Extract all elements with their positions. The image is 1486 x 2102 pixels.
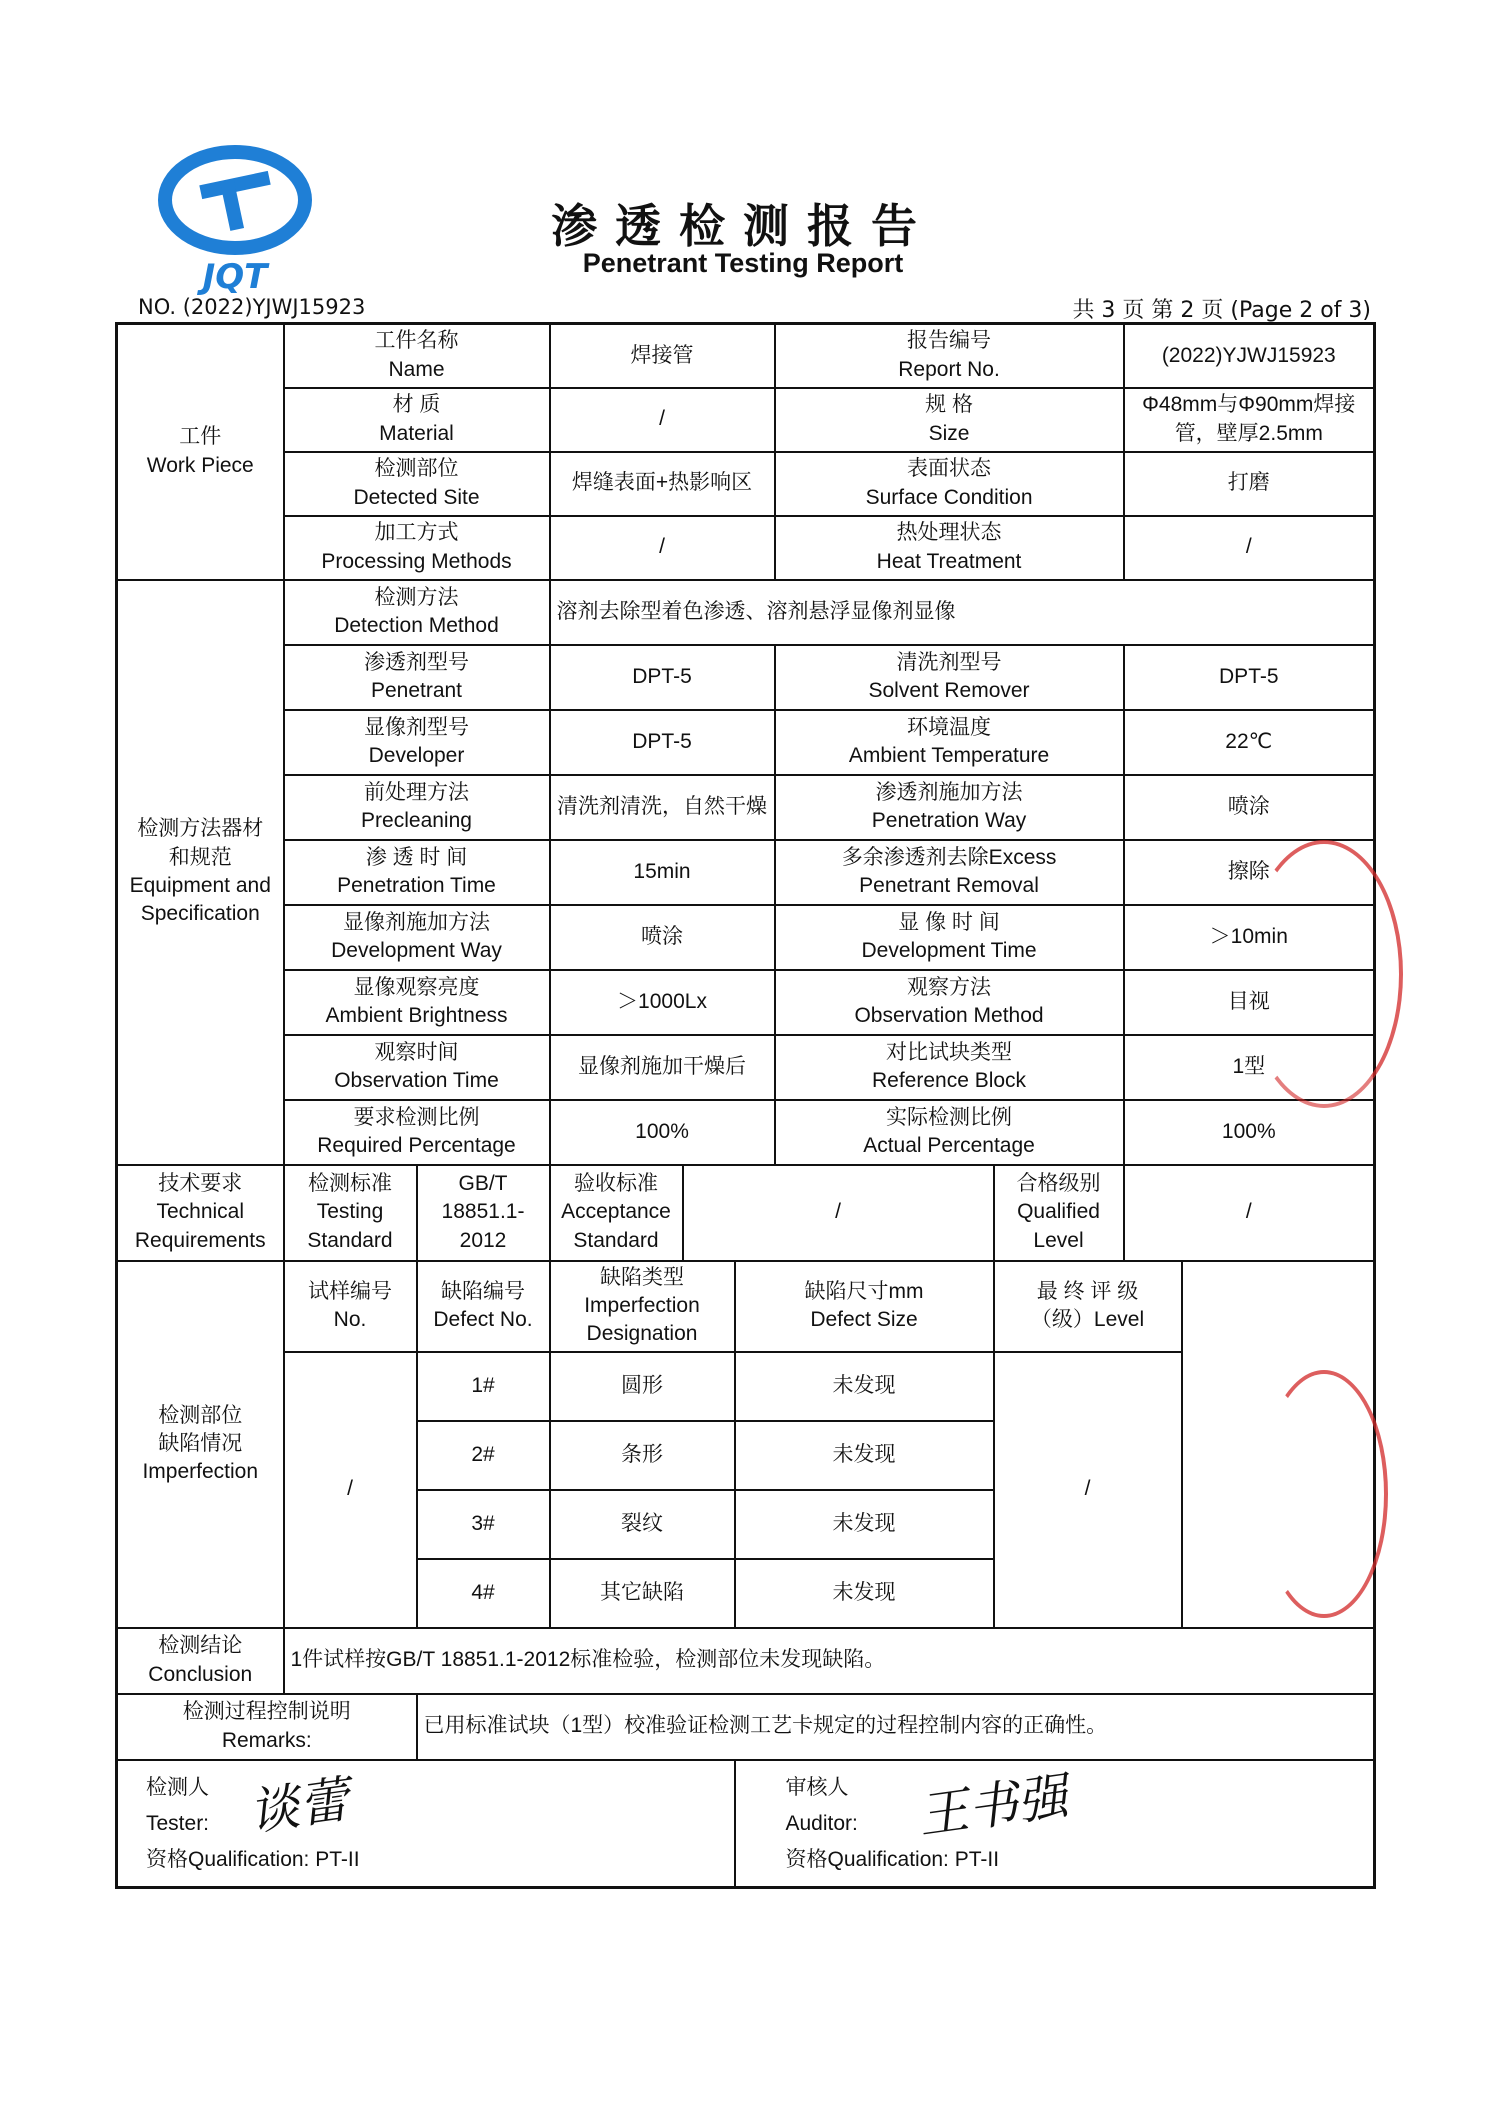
cell-text-line: 规 格 <box>925 393 973 417</box>
cell-text-line: 检测方法器材 <box>137 817 264 841</box>
field-value: 100% <box>1124 1100 1375 1165</box>
cell-text-line: Developer <box>368 744 465 767</box>
cell-text-line: Surface Condition <box>865 485 1033 509</box>
cell-text-line: 缺陷编号 <box>441 1279 525 1303</box>
field-label <box>775 840 1124 905</box>
field-value: / <box>550 388 775 452</box>
cell-text-line: 工件 <box>179 425 222 449</box>
field-label <box>775 710 1124 775</box>
work-piece-row <box>117 324 1375 388</box>
tester-qualification: 资格Qualification: PT-II <box>146 1848 360 1872</box>
cell-text-line: 多余渗透剂去除Excess <box>841 845 1057 869</box>
field-value: ＞10min <box>1124 905 1375 970</box>
cell-text-line: Heat Treatment <box>876 549 1022 573</box>
page-indicator: 共 3 页 第 2 页 (Page 2 of 3) <box>1072 298 1371 323</box>
field-value: DPT-5 <box>550 710 775 775</box>
cell-text-line: Defect Size <box>810 1308 918 1332</box>
field-label <box>775 645 1124 710</box>
cell-text-line: 材 质 <box>392 393 441 417</box>
field-label <box>284 516 550 580</box>
field-value: (2022)YJWJ15923 <box>1124 324 1375 388</box>
cell-text-line: 实际检测比例 <box>886 1105 1013 1129</box>
cell-text-line: 显像剂型号 <box>364 715 469 739</box>
field-label <box>284 580 550 645</box>
conclusion-label <box>117 1628 284 1694</box>
col-header <box>284 1261 417 1352</box>
official-stamp-2 <box>1260 1370 1388 1618</box>
conclusion-value: 1件试样按GB/T 18851.1-2012标准检验，检测部位未发现缺陷。 <box>284 1628 1375 1694</box>
cell-text-line: 缺陷尺寸mm <box>804 1279 924 1303</box>
field-label <box>284 1100 550 1165</box>
tech-label <box>117 1165 284 1261</box>
cell-text-line: 检测标准 <box>308 1171 392 1195</box>
cell-text-line: 试样编号 <box>308 1279 392 1303</box>
cell-text-line: Processing Methods <box>321 549 512 573</box>
cell-text-line: 检测方法 <box>374 585 459 609</box>
cell-text-line: Technical <box>156 1200 245 1224</box>
cell-text-line: Precleaning <box>361 809 472 832</box>
cell-text-line: Material <box>379 421 454 445</box>
field-value: 擦除 <box>1124 840 1375 905</box>
cell-text-line: Observation Method <box>854 1004 1044 1027</box>
cell-text-line: Reference Block <box>871 1069 1027 1092</box>
field-value: 打磨 <box>1124 452 1375 516</box>
field-value: Φ48mm与Φ90mm焊接管，壁厚2.5mm <box>1124 388 1375 452</box>
cell-text-line: 前处理方法 <box>364 780 469 804</box>
acceptance-standard-value: / <box>683 1165 994 1261</box>
method-row <box>117 970 1375 1035</box>
field-value: ＞1000Lx <box>550 970 775 1035</box>
cell-text-line: Size <box>928 421 970 445</box>
field-label <box>284 905 550 970</box>
cell-text-line: Penetration Time <box>337 874 496 897</box>
defect-no: 4# <box>417 1559 550 1628</box>
field-label <box>284 840 550 905</box>
field-value: / <box>1124 516 1375 580</box>
cell-text-line: Required Percentage <box>317 1134 516 1157</box>
cell-text-line: 技术要求 <box>158 1171 243 1195</box>
cell-text-line: Ambient Temperature <box>848 744 1050 767</box>
tester-block <box>117 1760 735 1888</box>
cell-text-line: 报告编号 <box>907 329 992 353</box>
cell-text-line: 2012 <box>459 1228 507 1252</box>
cell-text-line: Defect No. <box>433 1308 533 1332</box>
cell-text-line: 工件名称 <box>374 329 459 353</box>
field-value: 焊缝表面+热影响区 <box>550 452 775 516</box>
cell-text-line: 检测部位 <box>158 1403 243 1427</box>
remarks-label <box>117 1694 417 1760</box>
cell-text-line: 渗 透 时 间 <box>365 845 468 869</box>
col-header <box>994 1261 1182 1352</box>
cell-text-line: 加工方式 <box>374 521 459 545</box>
tester-signature: 谈蕾 <box>245 1769 353 1842</box>
signature-row <box>117 1760 1375 1888</box>
method-row <box>117 1100 1375 1165</box>
cell-text-line: Testing <box>316 1200 384 1224</box>
cell-text-line: 缺陷情况 <box>158 1431 243 1455</box>
defect-no: 1# <box>417 1352 550 1421</box>
cell-text-line: Requirements <box>134 1228 266 1252</box>
field-label <box>284 388 550 452</box>
field-value: 目视 <box>1124 970 1375 1035</box>
cell-text-line: 验收标准 <box>574 1171 658 1195</box>
report-table <box>115 322 1376 1889</box>
cell-text-line: 渗透剂施加方法 <box>875 780 1023 804</box>
method-row <box>117 775 1375 840</box>
defect-size: 未发现 <box>735 1559 994 1628</box>
auditor-qualification: 资格Qualification: PT-II <box>785 1848 1000 1872</box>
defect-type: 圆形 <box>550 1352 735 1421</box>
cell-text-line: Development Way <box>331 939 502 962</box>
method-row <box>117 580 1375 645</box>
method-row <box>117 710 1375 775</box>
defect-type: 条形 <box>550 1421 735 1490</box>
field-label <box>775 775 1124 840</box>
report-number: NO. (2022)YJWJ15923 <box>138 295 366 319</box>
imperfection-header-row <box>117 1261 1375 1352</box>
cell-text-line: Development Time <box>861 939 1037 962</box>
cell-text-line: 显 像 时 间 <box>898 910 1000 934</box>
defect-size: 未发现 <box>735 1490 994 1559</box>
cell-text-line: 合格级别 <box>1016 1171 1101 1195</box>
final-level-value: / <box>994 1352 1182 1628</box>
defect-type: 裂纹 <box>550 1490 735 1559</box>
cell-text-line: Name <box>388 357 445 381</box>
conclusion-row <box>117 1628 1375 1694</box>
field-label <box>775 1100 1124 1165</box>
cell-text-line: Detected Site <box>353 485 480 509</box>
field-value: 清洗剂清洗，自然干燥 <box>550 775 775 840</box>
cell-text-line: Ambient Brightness <box>325 1004 508 1027</box>
field-value: 显像剂施加干燥后 <box>550 1035 775 1100</box>
field-value: 焊接管 <box>550 324 775 388</box>
field-label <box>775 388 1124 452</box>
work-piece-row <box>117 452 1375 516</box>
cell-text-line: （级）Level <box>1030 1308 1145 1332</box>
cell-text-line: GB/T <box>458 1171 508 1195</box>
cell-text-line: 要求检测比例 <box>353 1105 480 1129</box>
cell-text-line: 最 终 评 级 <box>1036 1279 1139 1303</box>
official-stamp-1 <box>1245 840 1403 1108</box>
cell-text-line: Work Piece <box>146 453 254 477</box>
cell-text-line: 检测过程控制说明 <box>182 1700 351 1724</box>
cell-text-line: Remarks: <box>221 1728 312 1752</box>
field-label <box>284 1035 550 1100</box>
cell-text-line: 检测部位 <box>374 457 459 481</box>
cell-text-line: Standard <box>307 1228 393 1252</box>
field-label <box>775 1035 1124 1100</box>
remarks-row <box>117 1694 1375 1760</box>
field-label <box>775 324 1124 388</box>
cell-text-line: 显像剂施加方法 <box>343 910 490 934</box>
method-label <box>117 580 284 1165</box>
report-title-cn: 渗透检测报告 <box>551 199 935 253</box>
col-header <box>550 1261 735 1352</box>
method-row <box>117 1035 1375 1100</box>
method-row <box>117 905 1375 970</box>
col-header <box>417 1261 550 1352</box>
cell-text-line: Actual Percentage <box>863 1134 1035 1157</box>
auditor-signature: 王书强 <box>914 1766 1072 1845</box>
defect-no: 3# <box>417 1490 550 1559</box>
field-label <box>284 710 550 775</box>
field-value: 1型 <box>1124 1035 1375 1100</box>
cell-text-line: Imperfection Designation <box>584 1293 700 1346</box>
cell-text-line: Solvent Remover <box>868 679 1030 702</box>
testing-standard-value <box>417 1165 550 1261</box>
tech-row <box>117 1165 1375 1261</box>
field-label <box>284 970 550 1035</box>
cell-text-line: 检测结论 <box>158 1634 243 1658</box>
report-title-en: Penetrant Testing Report <box>582 248 904 278</box>
cell-text-line: 缺陷类型 <box>600 1265 684 1289</box>
cell-text-line: Conclusion <box>148 1662 253 1686</box>
field-value: 15min <box>550 840 775 905</box>
defect-type: 其它缺陷 <box>550 1559 735 1628</box>
auditor-block <box>735 1760 1375 1888</box>
auditor-label-cn: 审核人 <box>785 1775 849 1799</box>
field-label <box>284 775 550 840</box>
field-value: DPT-5 <box>550 645 775 710</box>
defect-size: 未发现 <box>735 1421 994 1490</box>
cell-text-line: 环境温度 <box>907 715 992 739</box>
cell-text-line: Equipment and <box>129 874 271 897</box>
cell-text-line: 和规范 <box>168 845 232 869</box>
cell-text-line: 观察时间 <box>374 1040 459 1064</box>
tester-label-en: Tester: <box>146 1812 210 1836</box>
field-value: DPT-5 <box>1124 645 1375 710</box>
cell-text-line: 渗透剂型号 <box>364 650 469 674</box>
testing-standard-label <box>284 1165 417 1261</box>
cell-text-line: Observation Time <box>334 1069 499 1092</box>
cell-text-line: No. <box>333 1308 367 1332</box>
field-value: 100% <box>550 1100 775 1165</box>
field-label <box>775 905 1124 970</box>
sample-no-value: / <box>284 1352 417 1628</box>
field-label <box>775 970 1124 1035</box>
field-value: 喷涂 <box>550 905 775 970</box>
defect-no: 2# <box>417 1421 550 1490</box>
tester-label-cn: 检测人 <box>146 1775 209 1799</box>
work-piece-row <box>117 388 1375 452</box>
work-piece-label <box>117 324 284 580</box>
cell-text-line: 表面状态 <box>907 457 992 481</box>
field-value: / <box>550 516 775 580</box>
table-row <box>117 1352 1375 1421</box>
cell-text-line: Detection Method <box>334 614 499 637</box>
field-label <box>775 452 1124 516</box>
method-row <box>117 645 1375 710</box>
field-label <box>775 516 1124 580</box>
auditor-label-en: Auditor: <box>785 1812 858 1836</box>
qualified-level-label <box>994 1165 1124 1261</box>
field-label <box>284 452 550 516</box>
remarks-value: 已用标准试块（1型）校准验证检测工艺卡规定的过程控制内容的正确性。 <box>417 1694 1375 1760</box>
cell-text-line: Penetrant <box>370 679 463 702</box>
field-value: 喷涂 <box>1124 775 1375 840</box>
cell-text-line: Acceptance <box>561 1200 671 1224</box>
acceptance-standard-label <box>550 1165 683 1261</box>
col-header <box>735 1261 994 1352</box>
cell-text-line: 对比试块类型 <box>886 1040 1013 1064</box>
cell-text-line: Standard <box>573 1228 659 1252</box>
cell-text-line: Penetrant Removal <box>859 874 1039 897</box>
cell-text-line: Imperfection <box>142 1460 259 1484</box>
defect-size: 未发现 <box>735 1352 994 1421</box>
cell-text-line: 显像观察亮度 <box>353 975 480 999</box>
cell-text-line: Qualified Level <box>1017 1200 1100 1252</box>
field-value: 溶剂去除型着色渗透、溶剂悬浮显像剂显像 <box>550 580 1375 645</box>
cell-text-line: 清洗剂型号 <box>896 650 1002 674</box>
method-row <box>117 840 1375 905</box>
field-label <box>284 645 550 710</box>
field-value: 22℃ <box>1124 710 1375 775</box>
cell-text-line: Specification <box>140 902 260 926</box>
logo-text: JQT <box>202 257 268 295</box>
qualified-level-value: / <box>1124 1165 1375 1261</box>
cell-text-line: 热处理状态 <box>896 521 1002 545</box>
cell-text-line: Penetration Way <box>871 809 1027 832</box>
cell-text-line: 观察方法 <box>907 975 992 999</box>
work-piece-row <box>117 516 1375 580</box>
cell-text-line: Report No. <box>898 357 1000 381</box>
imperfection-label <box>117 1261 284 1628</box>
cell-text-line: 18851.1- <box>441 1200 525 1224</box>
field-label <box>284 324 550 388</box>
